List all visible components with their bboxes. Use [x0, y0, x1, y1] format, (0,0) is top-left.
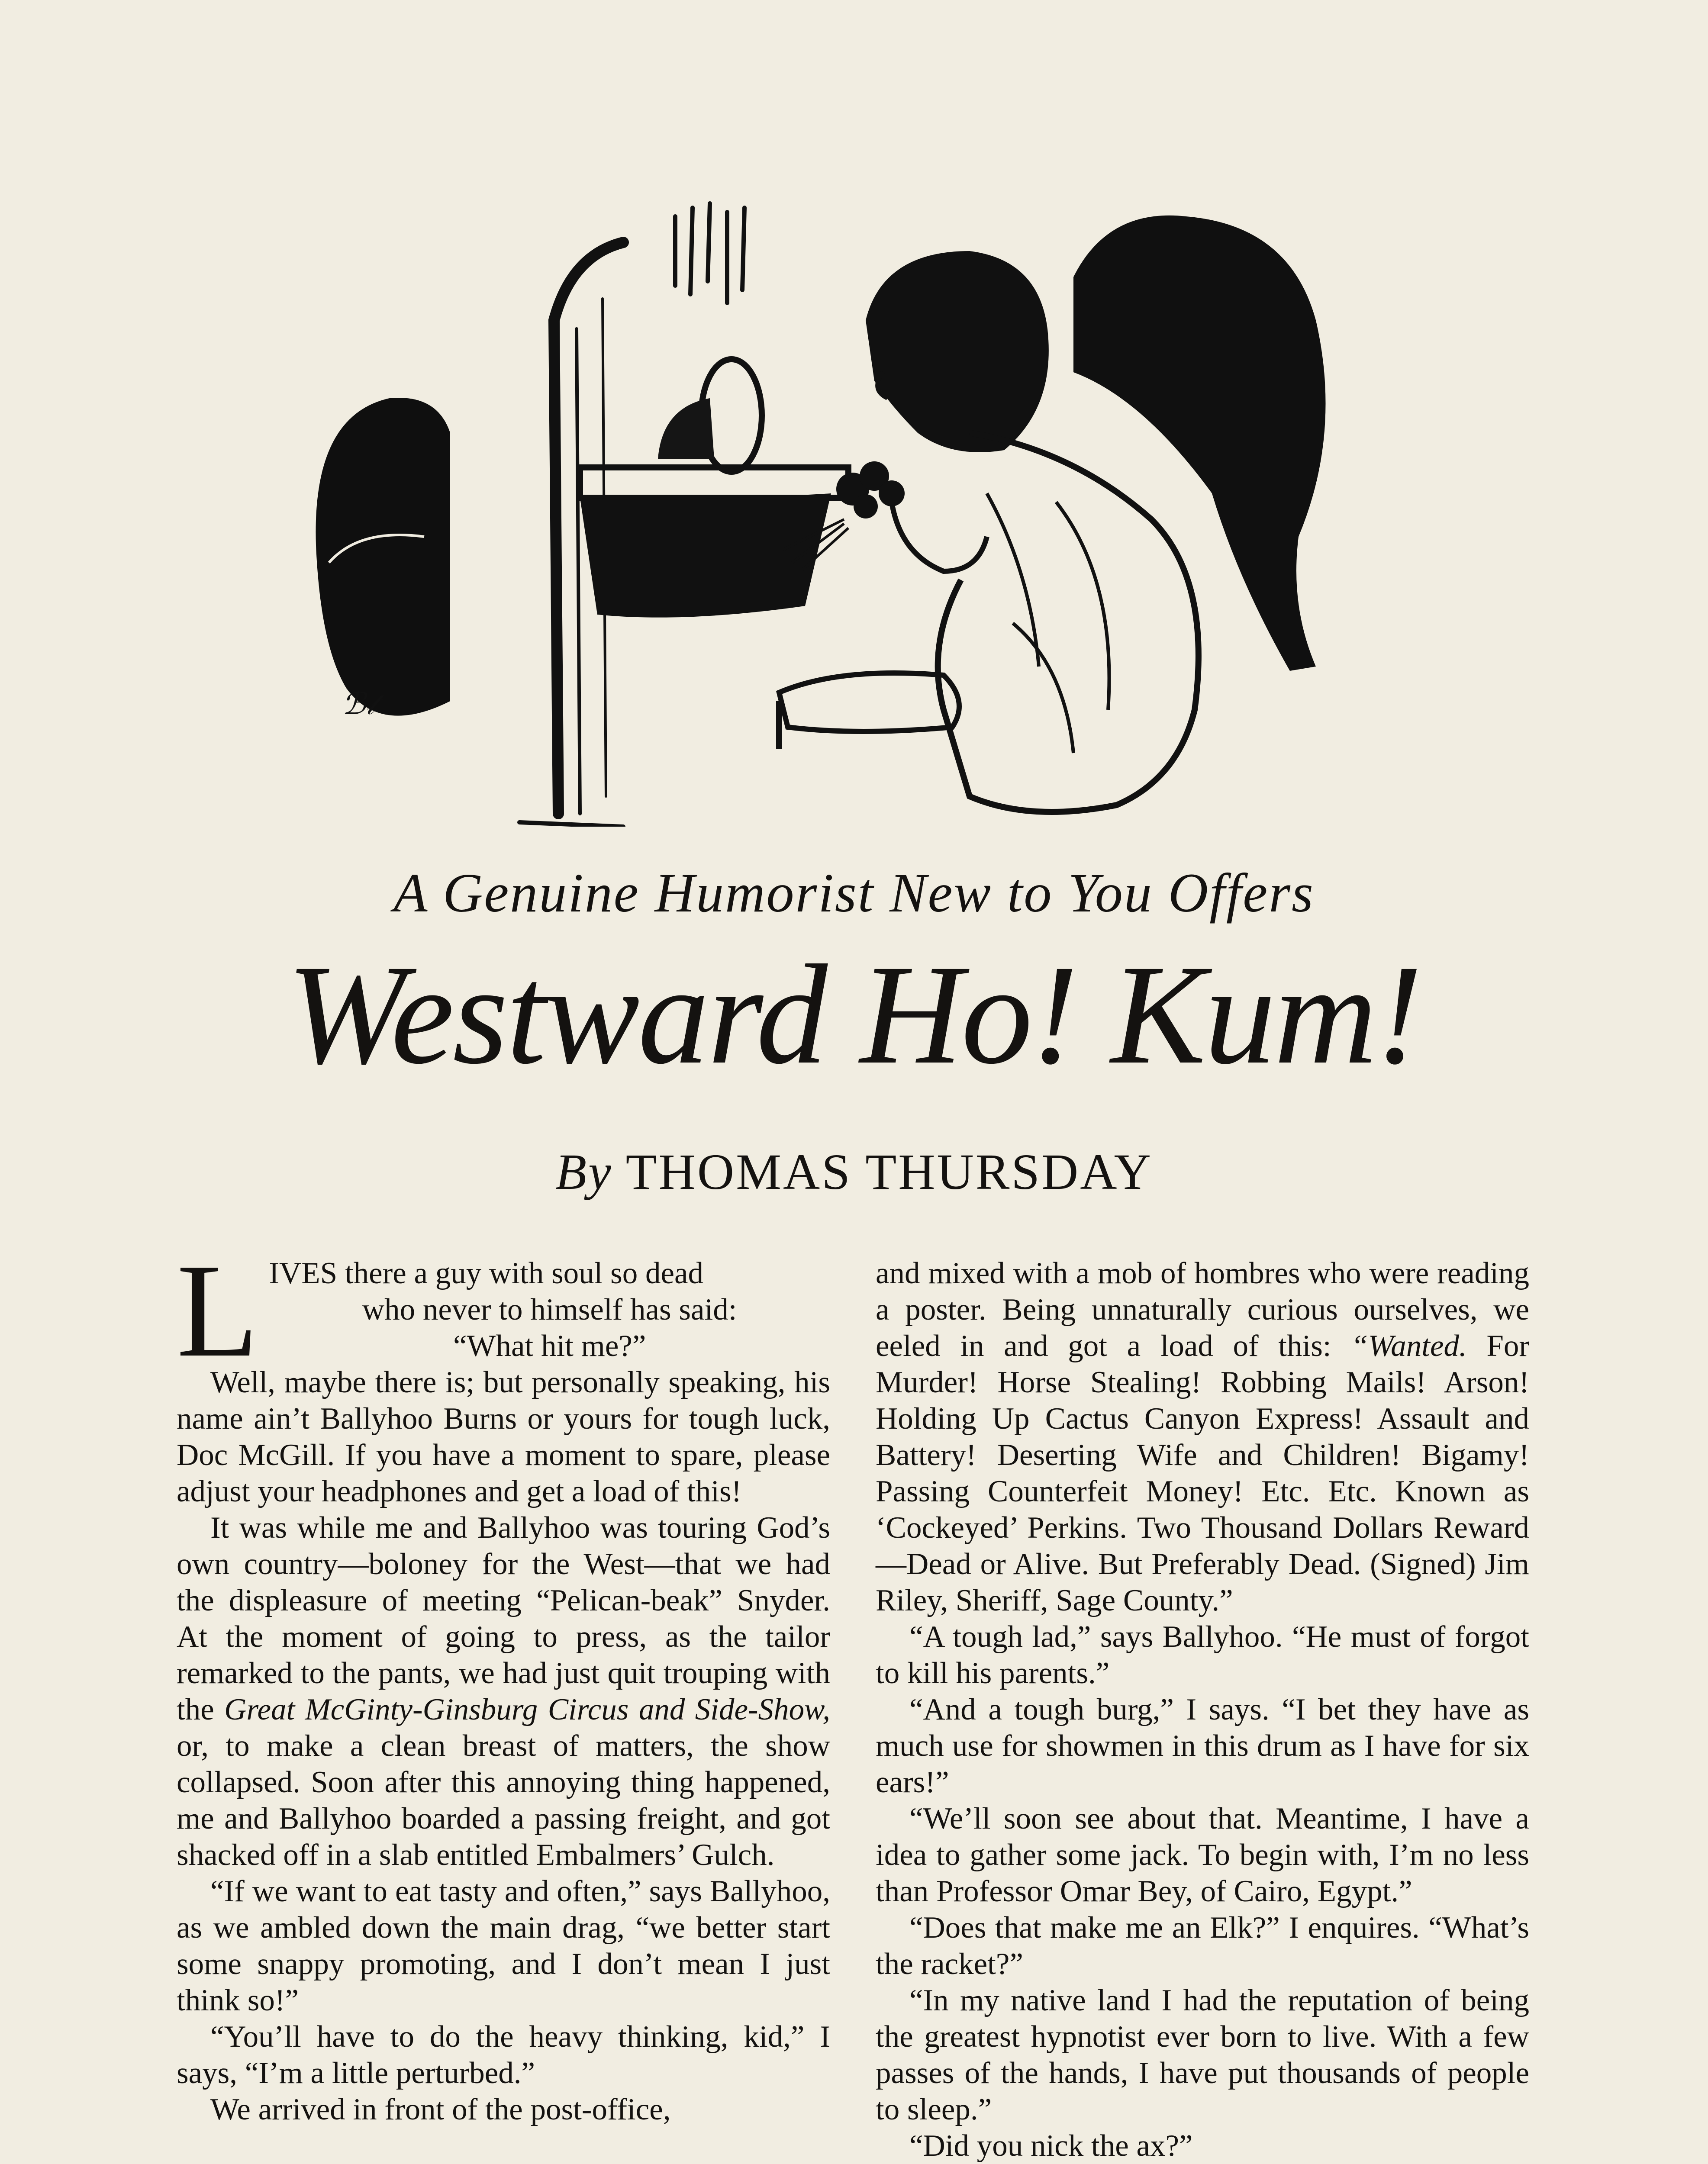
paragraph-italic: “Wanted.: [1351, 1329, 1467, 1363]
paragraph-text: or, to make a clean breast of matters, the show collapsed. Soon after this annoying thing happened, me and Ballyhoo boarded a passing freight, and got shacked off in a slab entitled Embalmers’ Gulch.: [177, 1729, 830, 1872]
drop-cap: L: [177, 1237, 259, 1385]
illustration-icon: [294, 190, 1342, 827]
paragraph-text: It was while me and Ballyhoo was touring God’s own country—boloney for the West—that we had the displeasure of meeting “Pelican-beak” Snyder. At the moment of going to press, as the tailor remarked to the pants, we had just quit trouping with the: [177, 1511, 830, 1726]
story-illustration: [294, 190, 1342, 827]
paragraph: “Did you nick the ax?”: [909, 2129, 1193, 2163]
paragraph: We arrived in front of the post-office,: [210, 2093, 671, 2126]
paragraph: “You’ll have to do the heavy thinking, kid,” I says, “I’m a little perturbed.”: [177, 2020, 830, 2090]
paragraph: [876, 1255, 1529, 1619]
left-column: [177, 1237, 830, 2128]
paragraph: [177, 1510, 830, 1873]
paragraph-italic: Great McGinty-Ginsburg Circus and Side-Show,: [224, 1693, 830, 1726]
byline-author: THOMAS THURSDAY: [625, 1143, 1153, 1200]
paragraph: “Does that make me an Elk?” I enquires. “What’s the racket?”: [876, 1911, 1529, 1981]
paragraph-text: For Murder! Horse Stealing! Robbing Mails! Arson! Holding Up Cactus Canyon Express! Assault and Battery! Deserting Wife and Children! Bigamy! Passing Counterfeit Money! Etc. Etc. Known as ‘Cockeyed’ Perkins. Two Thousand Dollars Reward—Dead or Alive. But Preferably Dead. (Signed) Jim Riley, Sheriff, Sage County.”: [876, 1329, 1530, 1617]
story-title: Westward Ho! Kum!: [287, 936, 1421, 1094]
opening-line-3: “What hit me?”: [453, 1329, 646, 1363]
byline: [0, 1143, 1708, 1201]
byline-by: By: [555, 1143, 613, 1200]
paragraph: “And a tough burg,” I says. “I bet they have as much use for showmen in this drum as I have for six ears!”: [876, 1693, 1529, 1799]
right-column: [876, 1255, 1529, 2164]
paragraph: “A tough lad,” says Ballyhoo. “He must of forgot to kill his parents.”: [876, 1620, 1529, 1690]
opening-line-1: IVES there a guy with soul so dead: [269, 1256, 704, 1290]
paragraph-text: and mixed with a mob of hombres who were reading a poster. Being unnaturally curious ourselves, we eeled in and got a load of this:: [876, 1256, 1529, 1363]
paragraph: “In my native land I had the reputation of being the greatest hypnotist ever born to live. With a few passes of the hands, I have put thousands of people to sleep.”: [876, 1984, 1529, 2126]
story-kicker: A Genuine Humorist New to You Offers: [393, 862, 1315, 924]
paragraph: “We’ll soon see about that. Meantime, I have a idea to gather some jack. To begin with, I’m no less than Professor Omar Bey, of Cairo, Egypt.”: [876, 1802, 1529, 1908]
paragraph: Well, maybe there is; but personally speaking, his name ain’t Ballyhoo Burns or yours for tough luck, Doc McGill. If you have a moment to spare, please adjust your headphones and get a load of this!: [177, 1365, 830, 1508]
opening-line-2: who never to himself has said:: [362, 1293, 737, 1327]
svg-text:ℬ𝓉: ℬ𝓉: [342, 688, 376, 721]
paragraph: “If we want to eat tasty and often,” says Ballyhoo, as we ambled down the main drag, “we better start some snappy promoting, and I don’t mean I just think so!”: [177, 1874, 830, 2017]
